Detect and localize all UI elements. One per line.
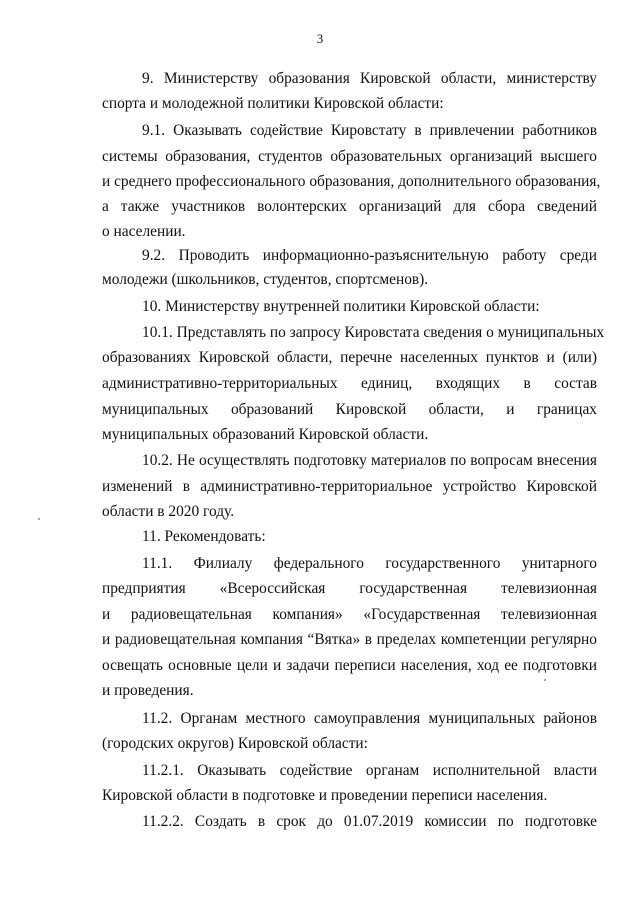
- text-line: и среднего профессионального образования, дополнительного образования,: [102, 173, 601, 190]
- text-line: и радиовещательная компания» «Государственная телевизионная: [102, 606, 597, 623]
- text-line: 11.2. Органам местного самоуправления муниципальных районов: [142, 710, 597, 727]
- page-number: 3: [316, 31, 324, 46]
- text-line: 10.1. Представлять по запросу Кировстата сведения о муниципальных: [142, 324, 605, 341]
- text-line: образованиях Кировской области, перечне населенных пунктов и (или): [102, 349, 597, 366]
- scan-speck: [38, 518, 40, 520]
- text-line: а также участников волонтерских организаций для сбора сведений: [102, 198, 597, 215]
- text-line: предприятия «Всероссийская государственная телевизионная: [102, 580, 597, 597]
- text-line: молодежи (школьников, студентов, спортсменов).: [102, 271, 429, 288]
- text-line: области в 2020 году.: [102, 503, 235, 520]
- text-line: муниципальных образований Кировской области, и границах: [102, 401, 597, 418]
- text-line: Кировской области в подготовке и проведении переписи населения.: [102, 787, 548, 804]
- text-line: изменений в административно-территориальное устройство Кировской: [102, 478, 597, 495]
- text-line: 9.1. Оказывать содействие Кировстату в привлечении работников: [142, 122, 597, 139]
- text-line: освещать основные цели и задачи переписи населения, ход ее подготовки: [102, 657, 597, 674]
- scan-speck: [544, 679, 546, 681]
- text-line: 11.1. Филиалу федерального государственного унитарного: [142, 555, 597, 572]
- text-line: 11. Рекомендовать:: [142, 528, 266, 545]
- text-line: 11.2.1. Оказывать содействие органам исполнительной власти: [142, 762, 597, 779]
- text-line: 9.2. Проводить информационно-разъяснительную работу среди: [142, 247, 597, 264]
- text-line: (городских округов) Кировской области:: [102, 735, 368, 752]
- text-line: административно-территориальных единиц, входящих в состав: [102, 375, 597, 392]
- text-line: 10.2. Не осуществлять подготовку материалов по вопросам внесения: [142, 452, 597, 469]
- text-line: спорта и молодежной политики Кировской области:: [102, 95, 444, 112]
- text-line: системы образования, студентов образовательных организаций высшего: [102, 148, 597, 165]
- text-line: о населении.: [102, 223, 186, 240]
- text-line: 11.2.2. Создать в срок до 01.07.2019 комиссии по подготовке: [142, 813, 597, 830]
- text-line: 9. Министерству образования Кировской области, министерству: [142, 70, 597, 87]
- text-line: и проведения.: [102, 682, 194, 699]
- text-line: 10. Министерству внутренней политики Кировской области:: [142, 298, 540, 315]
- text-line: и радиовещательная компания “Вятка» в пределах компетенции регулярно: [102, 631, 597, 648]
- text-line: муниципальных образований Кировской области.: [102, 426, 429, 443]
